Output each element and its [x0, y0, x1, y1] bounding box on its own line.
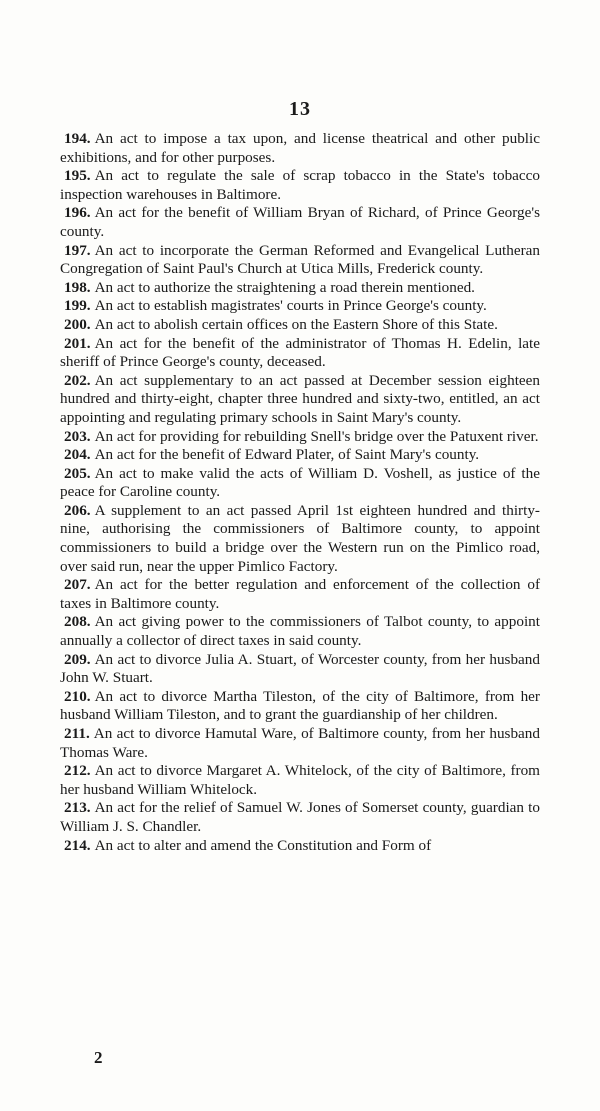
list-item — [60, 576, 540, 613]
entry-text: An act for the benefit of Edward Plater, of Saint Mary's county. — [94, 446, 480, 464]
entry-text: An act to make valid the acts of William D. Voshell, as justice of the peace for Caroline county. — [60, 464, 540, 501]
entry-text: An act for the relief of Samuel W. Jones of Somerset county, guardian to William J. S. Chandler. — [60, 799, 540, 835]
entry-number: 211. — [64, 725, 90, 742]
entry-number: 213. — [64, 799, 91, 817]
entry-text: An act to divorce Margaret A. Whitelock, of the city of Baltimore, from her husband William Whitelock. — [60, 762, 540, 798]
signature-mark: 2 — [94, 1048, 103, 1067]
list-item — [60, 613, 540, 650]
entry-text: An act for the benefit of the administrator of Thomas H. Edelin, late sheriff of Prince George's county, deceased. — [60, 334, 540, 371]
entry-number: 203. — [64, 427, 91, 445]
entry-number: 205. — [64, 464, 91, 482]
entry-number: 195. — [64, 167, 91, 185]
entry-number: 206. — [64, 501, 91, 519]
entry-number: 212. — [64, 762, 91, 780]
entry-text: An act to establish magistrates' courts in Prince George's county. — [94, 297, 487, 315]
list-item — [60, 465, 540, 502]
entry-text: An act for the better regulation and enforcement of the collection of taxes in Baltimore county. — [60, 576, 540, 612]
entry-number: 202. — [64, 371, 91, 389]
entry-number: 208. — [64, 613, 91, 631]
list-item — [60, 204, 540, 241]
entry-number: 194. — [64, 130, 91, 147]
page-number: 13 — [289, 98, 311, 120]
list-item — [60, 762, 540, 799]
entry-text: An act to abolish certain offices on the Eastern Shore of this State. — [94, 315, 498, 333]
entry-number: 204. — [64, 446, 91, 464]
entry-text: An act to alter and amend the Constitution and Form of — [94, 836, 432, 854]
list-item — [60, 688, 540, 725]
entry-text: An act to divorce Hamutal Ware, of Baltimore county, from her husband Thomas Ware. — [60, 725, 540, 761]
entry-number: 198. — [64, 278, 91, 296]
entry-text: An act giving power to the commissioners of Talbot county, to appoint annually a collector of direct taxes in said county. — [60, 613, 540, 650]
list-item — [60, 372, 540, 428]
entry-text: An act to divorce Martha Tileston, of the city of Baltimore, from her husband William Tileston, and to grant the guardianship of her children. — [60, 687, 540, 724]
entry-number: 214. — [64, 836, 91, 854]
list-item — [60, 502, 540, 576]
entry-text: An act for the benefit of William Bryan of Richard, of Prince George's county. — [60, 204, 540, 240]
entry-number: 209. — [64, 650, 91, 668]
entry-text: An act to regulate the sale of scrap tobacco in the State's tobacco inspection warehouses in Baltimore. — [60, 167, 540, 203]
entry-text: An act to incorporate the German Reformed and Evangelical Lutheran Congregation of Saint Paul's Church at Utica Mills, Frederick county. — [60, 241, 540, 278]
list-item — [60, 167, 540, 204]
entry-text: An act supplementary to an act passed at December session eighteen hundred and thirty-eight, chapter three hundred and sixty-two, entitled, an act appointing and regulating primary schools in Saint Mary's county. — [60, 371, 540, 426]
list-item — [60, 279, 540, 298]
list-item — [60, 335, 540, 372]
entry-text: An act to divorce Julia A. Stuart, of Worcester county, from her husband John W. Stuart. — [60, 650, 540, 687]
entry-number: 210. — [64, 687, 91, 705]
list-item — [60, 242, 540, 279]
acts-list — [60, 130, 540, 855]
list-item — [60, 725, 540, 762]
entry-number: 200. — [64, 315, 91, 333]
entry-number: 201. — [64, 334, 91, 352]
list-item — [60, 799, 540, 836]
list-item — [60, 651, 540, 688]
entry-text: An act to authorize the straightening a road therein mentioned. — [94, 278, 475, 296]
entry-number: 207. — [64, 576, 91, 594]
list-item — [60, 446, 540, 465]
list-item — [60, 837, 540, 856]
entry-text: An act for providing for rebuilding Snell's bridge over the Patuxent river. — [94, 427, 539, 445]
entry-text: An act to impose a tax upon, and license theatrical and other public exhibitions, and for other purposes. — [60, 130, 540, 166]
entry-number: 197. — [64, 241, 91, 259]
entry-text: A supplement to an act passed April 1st eighteen hundred and thirty-nine, authorising the commissioners of Baltimore county, to appoint commissioners to build a bridge over the Western run on the Pimlico road, over said run, near the upper Pimlico Factory. — [60, 501, 540, 575]
list-item — [60, 297, 540, 316]
entry-number: 199. — [64, 297, 91, 315]
entry-number: 196. — [64, 204, 91, 222]
list-item — [60, 428, 540, 447]
list-item — [60, 130, 540, 167]
list-item — [60, 316, 540, 335]
